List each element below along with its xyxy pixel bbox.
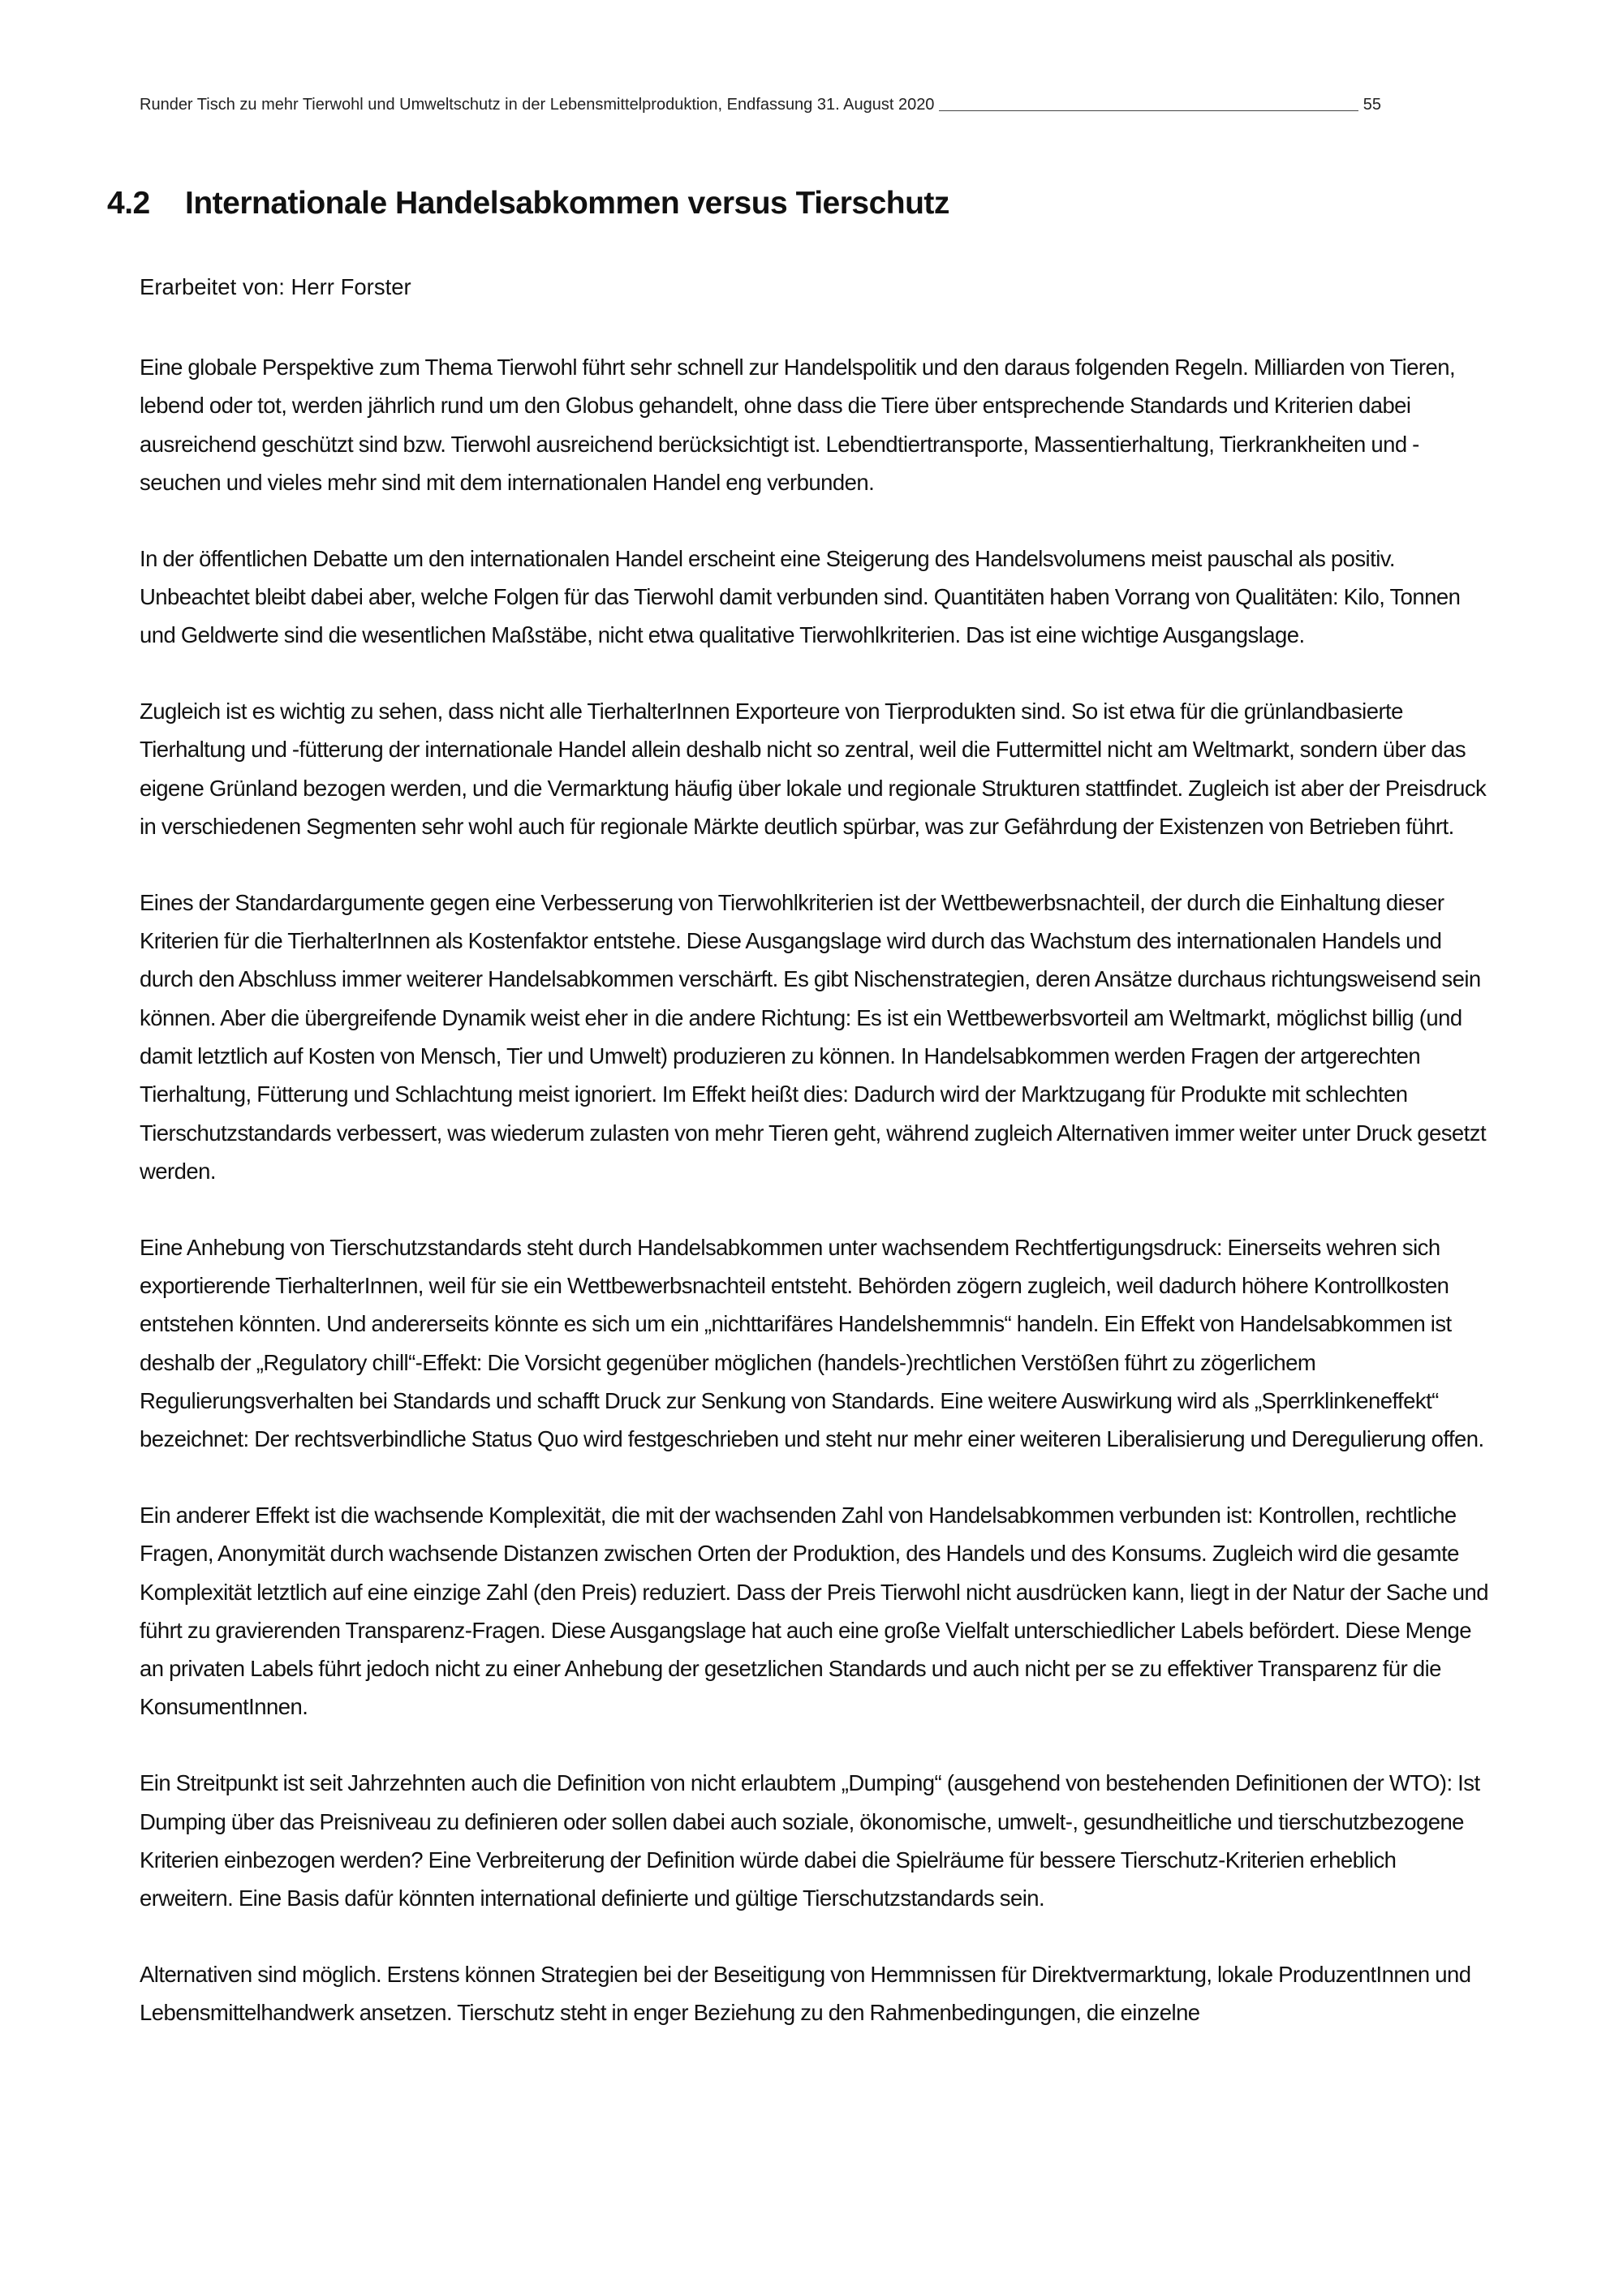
body-text	[140, 269, 1493, 2070]
paragraph-alternatives: Alternativen sind möglich. Erstens können Strategien bei der Beseitigung von Hemmnissen für Direktvermarktung, lokale ProduzentInnen und Lebensmittelhandwerk ansetzen. Tierschutz steht in enger Beziehung zu den Rahmenbedingungen, die einzelne	[140, 1961, 1471, 2026]
header-rule	[939, 110, 1358, 111]
running-header	[140, 94, 1381, 115]
paragraph-global-perspective: Eine globale Perspektive zum Thema Tierwohl führt sehr schnell zur Handelspolitik und den daraus folgenden Regeln. Milliarden von Tieren, lebend oder tot, werden jährlich rund um den Globus gehandelt, ohne dass die Tiere über entsprechende Standards und Kriterien dabei ausreichend geschützt sind bzw. Tierwohl ausreichend berücksichtigt ist. Lebendtiertransporte, Massentierhaltung, Tierkrankheiten und -seuchen und vieles mehr sind mit dem internationalen Handel eng verbunden.	[140, 355, 1456, 495]
page-number: 55	[1363, 96, 1381, 114]
paragraph-dumping-definition: Ein Streitpunkt ist seit Jahrzehnten auch die Definition von nicht erlaubtem „Dumping“ (ausgehend von bestehenden Definitionen der WTO): Ist Dumping über das Preisniveau zu definieren oder sollen dabei auch soziale, ökonomische, umwelt-, gesundheitliche und tierschutzbezogene Kriterien einbezogen werden? Eine Verbreiterung der Definition würde dabei die Spielräume für bessere Tierschutz-Kriterien erheblich erweitern. Eine Basis dafür könnten international definierte und gültige Tierschutzstandards sein.	[140, 1770, 1480, 1911]
paragraph-public-debate: In der öffentlichen Debatte um den internationalen Handel erscheint eine Steigerung des Handelsvolumens meist pauschal als positiv. Unbeachtet bleibt dabei aber, welche Folgen für das Tierwohl damit verbunden sind. Quantitäten haben Vorrang von Qualitäten: Kilo, Tonnen und Geldwerte sind die wesentlichen Maßstäbe, nicht etwa qualitative Tierwohlkriterien. Das ist eine wichtige Ausgangslage.	[140, 545, 1461, 648]
section-number: 4.2	[107, 186, 150, 221]
running-header-title: Runder Tisch zu mehr Tierwohl und Umweltschutz in der Lebensmittelproduktion, Endfassung 31. August 2020	[140, 96, 935, 114]
section-heading	[107, 183, 949, 224]
paragraph-grassland-farming: Zugleich ist es wichtig zu sehen, dass nicht alle TierhalterInnen Exporteure von Tierprodukten sind. So ist etwa für die grünlandbasierte Tierhaltung und -fütterung der internationale Handel allein deshalb nicht so zentral, weil die Futtermittel nicht am Weltmarkt, sondern über das eigene Grünland bezogen werden, und die Vermarktung häufig über lokale und regionale Strukturen stattfindet. Zugleich ist aber der Preisdruck in verschiedenen Segmenten sehr wohl auch für regionale Märkte deutlich spürbar, was zur Gefährdung der Existenzen von Betrieben führt.	[140, 699, 1487, 839]
paragraph-complexity: Ein anderer Effekt ist die wachsende Komplexität, die mit der wachsenden Zahl von Handelsabkommen verbunden ist: Kontrollen, rechtliche Fragen, Anonymität durch wachsende Distanzen zwischen Orten der Produktion, des Handels und des Konsums. Zugleich wird die gesamte Komplexität letztlich auf eine einzige Zahl (den Preis) reduziert. Dass der Preis Tierwohl nicht ausdrücken kann, liegt in der Natur der Sache und führt zu gravierenden Transparenz-Fragen. Diese Ausgangslage hat auch eine große Vielfalt unterschiedlicher Labels befördert. Diese Menge an privaten Labels führt jedoch nicht zu einer Anhebung der gesetzlichen Standards und auch nicht per se zu effektiver Transparenz für die KonsumentInnen.	[140, 1502, 1488, 1720]
section-title: Internationale Handelsabkommen versus Tierschutz	[185, 186, 949, 221]
paragraph-competitive-disadvantage: Eines der Standardargumente gegen eine Verbesserung von Tierwohlkriterien ist der Wettbewerbsnachteil, der durch die Einhaltung dieser Kriterien für die TierhalterInnen als Kostenfaktor entstehe. Diese Ausgangslage wird durch das Wachstum des internationalen Handels und durch den Abschluss immer weiterer Handelsabkommen verschärft. Es gibt Nischenstrategien, deren Ansätze durchaus richtungsweisend sein können. Aber die übergreifende Dynamik weist eher in die andere Richtung: Es ist ein Wettbewerbsvorteil am Weltmarkt, möglichst billig (und damit letztlich auf Kosten von Mensch, Tier und Umwelt) produzieren zu können. In Handelsabkommen werden Fragen der artgerechten Tierhaltung, Fütterung und Schlachtung meist ignoriert. Im Effekt heißt dies: Dadurch wird der Marktzugang für Produkte mit schlechten Tierschutzstandards verbessert, was wiederum zulasten von mehr Tieren geht, während zugleich Alternativen immer weiter unter Druck gesetzt werden.	[140, 889, 1487, 1184]
paragraph-justification-pressure: Eine Anhebung von Tierschutzstandards steht durch Handelsabkommen unter wachsendem Rechtfertigungsdruck: Einerseits wehren sich exportierende TierhalterInnen, weil für sie ein Wettbewerbsnachteil entsteht. Behörden zögern zugleich, weil dadurch höhere Kontrollkosten entstehen könnten. Und andererseits könnte es sich um ein „nichttarifäres Handelshemmnis“ handeln. Ein Effekt von Handelsabkommen ist deshalb der „Regulatory chill“-Effekt: Die Vorsicht gegenüber möglichen (handels-)rechtlichen Verstößen führt zu zögerlichem Regulierungsverhalten bei Standards und schafft Druck zur Senkung von Standards. Eine weitere Auswirkung wird als „Sperrklinkeneffekt“ bezeichnet: Der rechtsverbindliche Status Quo wird festgeschrieben und steht nur mehr einer weiteren Liberalisierung und Deregulierung offen.	[140, 1234, 1484, 1452]
author-line: Erarbeitet von: Herr Forster	[140, 274, 411, 299]
